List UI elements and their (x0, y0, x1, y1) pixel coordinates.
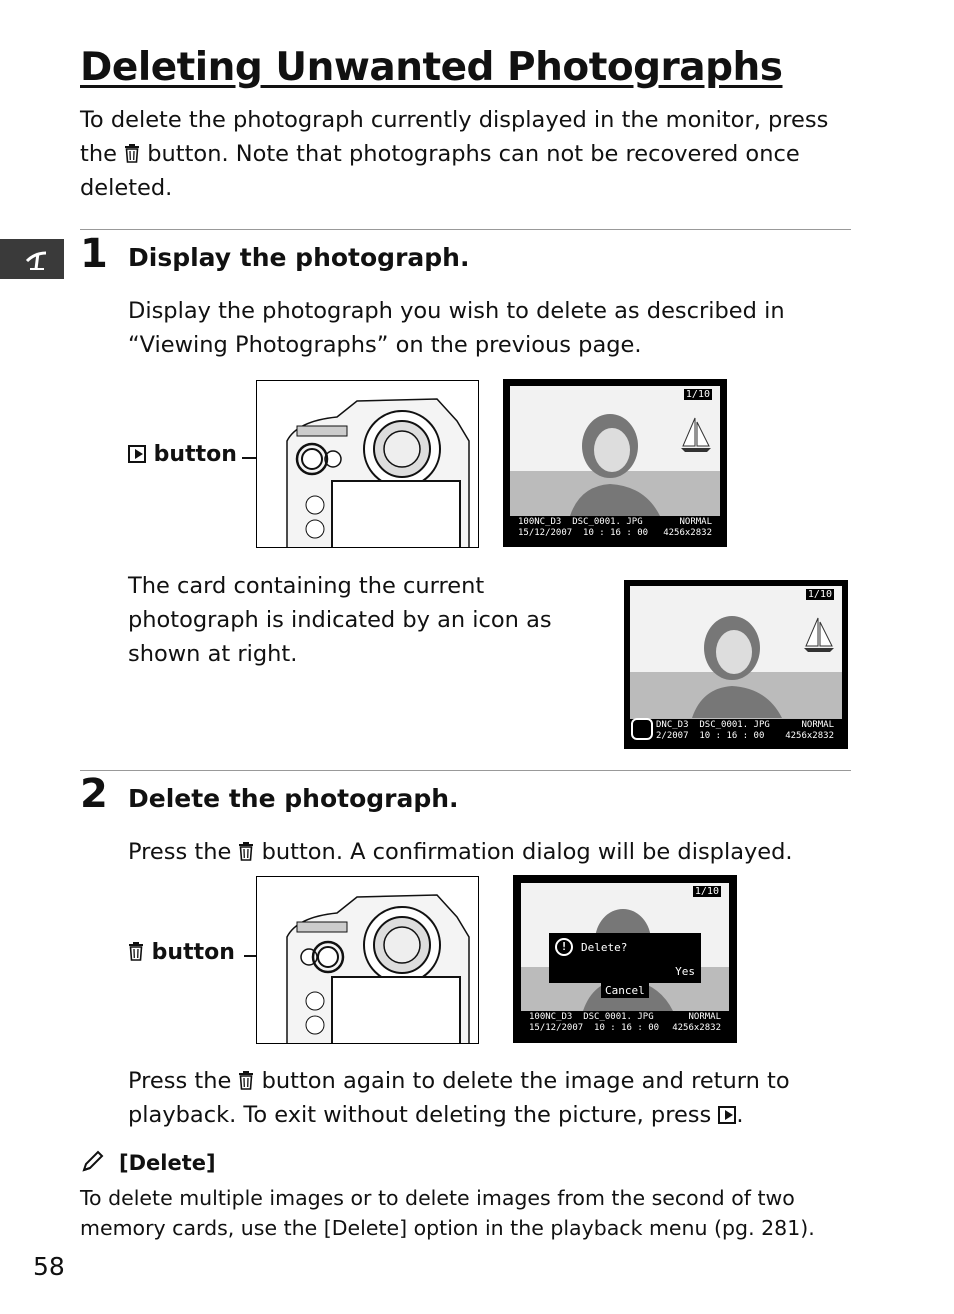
image-size-2: 4256x2832 (785, 731, 834, 741)
image-counter-2: 1/10 (807, 589, 832, 600)
trash-icon (238, 1071, 254, 1090)
trash-icon (128, 942, 144, 961)
dialog-yes: Yes (675, 965, 695, 978)
dialog-cancel: Cancel (601, 983, 649, 998)
intro-text-2: button. Note that photographs can not be recovered once deleted. (80, 141, 800, 201)
quality: NORMAL (679, 517, 712, 527)
card-text: The card containing the current photograph is indicated by an icon as shown at right. (128, 573, 552, 667)
image-counter: 1/10 (685, 389, 710, 400)
folder-name-cut: DNC_D3 (656, 720, 689, 730)
step1-rule (80, 229, 851, 230)
info-bar-3: 100NC_D3 DSC_0001. JPG NORMAL 15/12/2007 10 : 16 : 00 4256x2832 (521, 1011, 729, 1035)
step1-heading: Display the photograph. (128, 243, 470, 272)
info-bar (510, 516, 720, 540)
portrait-photo-2 (692, 608, 782, 718)
step2-heading: Delete the photograph. (128, 784, 459, 813)
sailboat-photo-2 (798, 616, 838, 656)
warning-icon: ! (555, 938, 573, 956)
camera-back-illustration (256, 380, 479, 548)
delete-dialog (549, 933, 701, 983)
trash-icon (124, 144, 140, 163)
play-button-label: button (128, 442, 237, 467)
info-bar-2 (630, 719, 842, 743)
page-title: Deleting Unwanted Photographs (80, 45, 783, 90)
sailboat-photo (675, 416, 715, 456)
date: 15/12/2007 (518, 528, 573, 538)
portrait-photo (570, 406, 660, 516)
file-name: DSC_0001. JPG (572, 517, 643, 527)
card-slot-icon (631, 718, 653, 740)
step2-rule (80, 770, 851, 771)
time-2: 10 : 16 : 00 (699, 731, 765, 741)
note-text: To delete multiple images or to delete images from the second of two memory cards, use the [Delete] option in the playback menu (pg. 281). (80, 1186, 815, 1240)
step2-number: 2 (80, 771, 108, 817)
quality-2: NORMAL (801, 720, 834, 730)
dialog-title: Delete? (581, 941, 628, 954)
date-cut: 2/2007 (656, 731, 689, 741)
section-tab (0, 239, 64, 279)
trash-icon (238, 842, 254, 861)
pencil-note-icon (80, 1148, 106, 1174)
step1-text: Display the photograph you wish to delete as described in “Viewing Photographs” on the previous page. (128, 298, 785, 358)
section-tab-icon (0, 239, 64, 279)
delete-button-label: button (128, 940, 235, 965)
image-size: 4256x2832 (663, 528, 712, 538)
monitor-display-1 (503, 379, 727, 547)
image-counter-3: 1/10 (694, 886, 719, 897)
page-number: 58 (33, 1252, 65, 1281)
playback-icon (128, 445, 146, 463)
intro-text-1: To delete the photograph currently displayed in the monitor, press the (80, 107, 829, 167)
intro-paragraph (80, 103, 860, 205)
file-name-2: DSC_0001. JPG (699, 720, 770, 730)
step2-after-text: Press the button again to delete the image and return to playback. To exit without deleting the picture, press . (128, 1068, 790, 1128)
step2-text: Press the button. A confirmation dialog will be displayed. (128, 839, 793, 865)
monitor-display-2 (624, 580, 848, 749)
note-heading: [Delete] (119, 1151, 216, 1175)
monitor-display-3 (513, 875, 737, 1043)
camera-back-illustration-2 (256, 876, 479, 1044)
playback-icon (718, 1106, 736, 1124)
time: 10 : 16 : 00 (583, 528, 649, 538)
step1-number: 1 (80, 231, 108, 277)
folder-name: 100NC_D3 (518, 517, 562, 527)
